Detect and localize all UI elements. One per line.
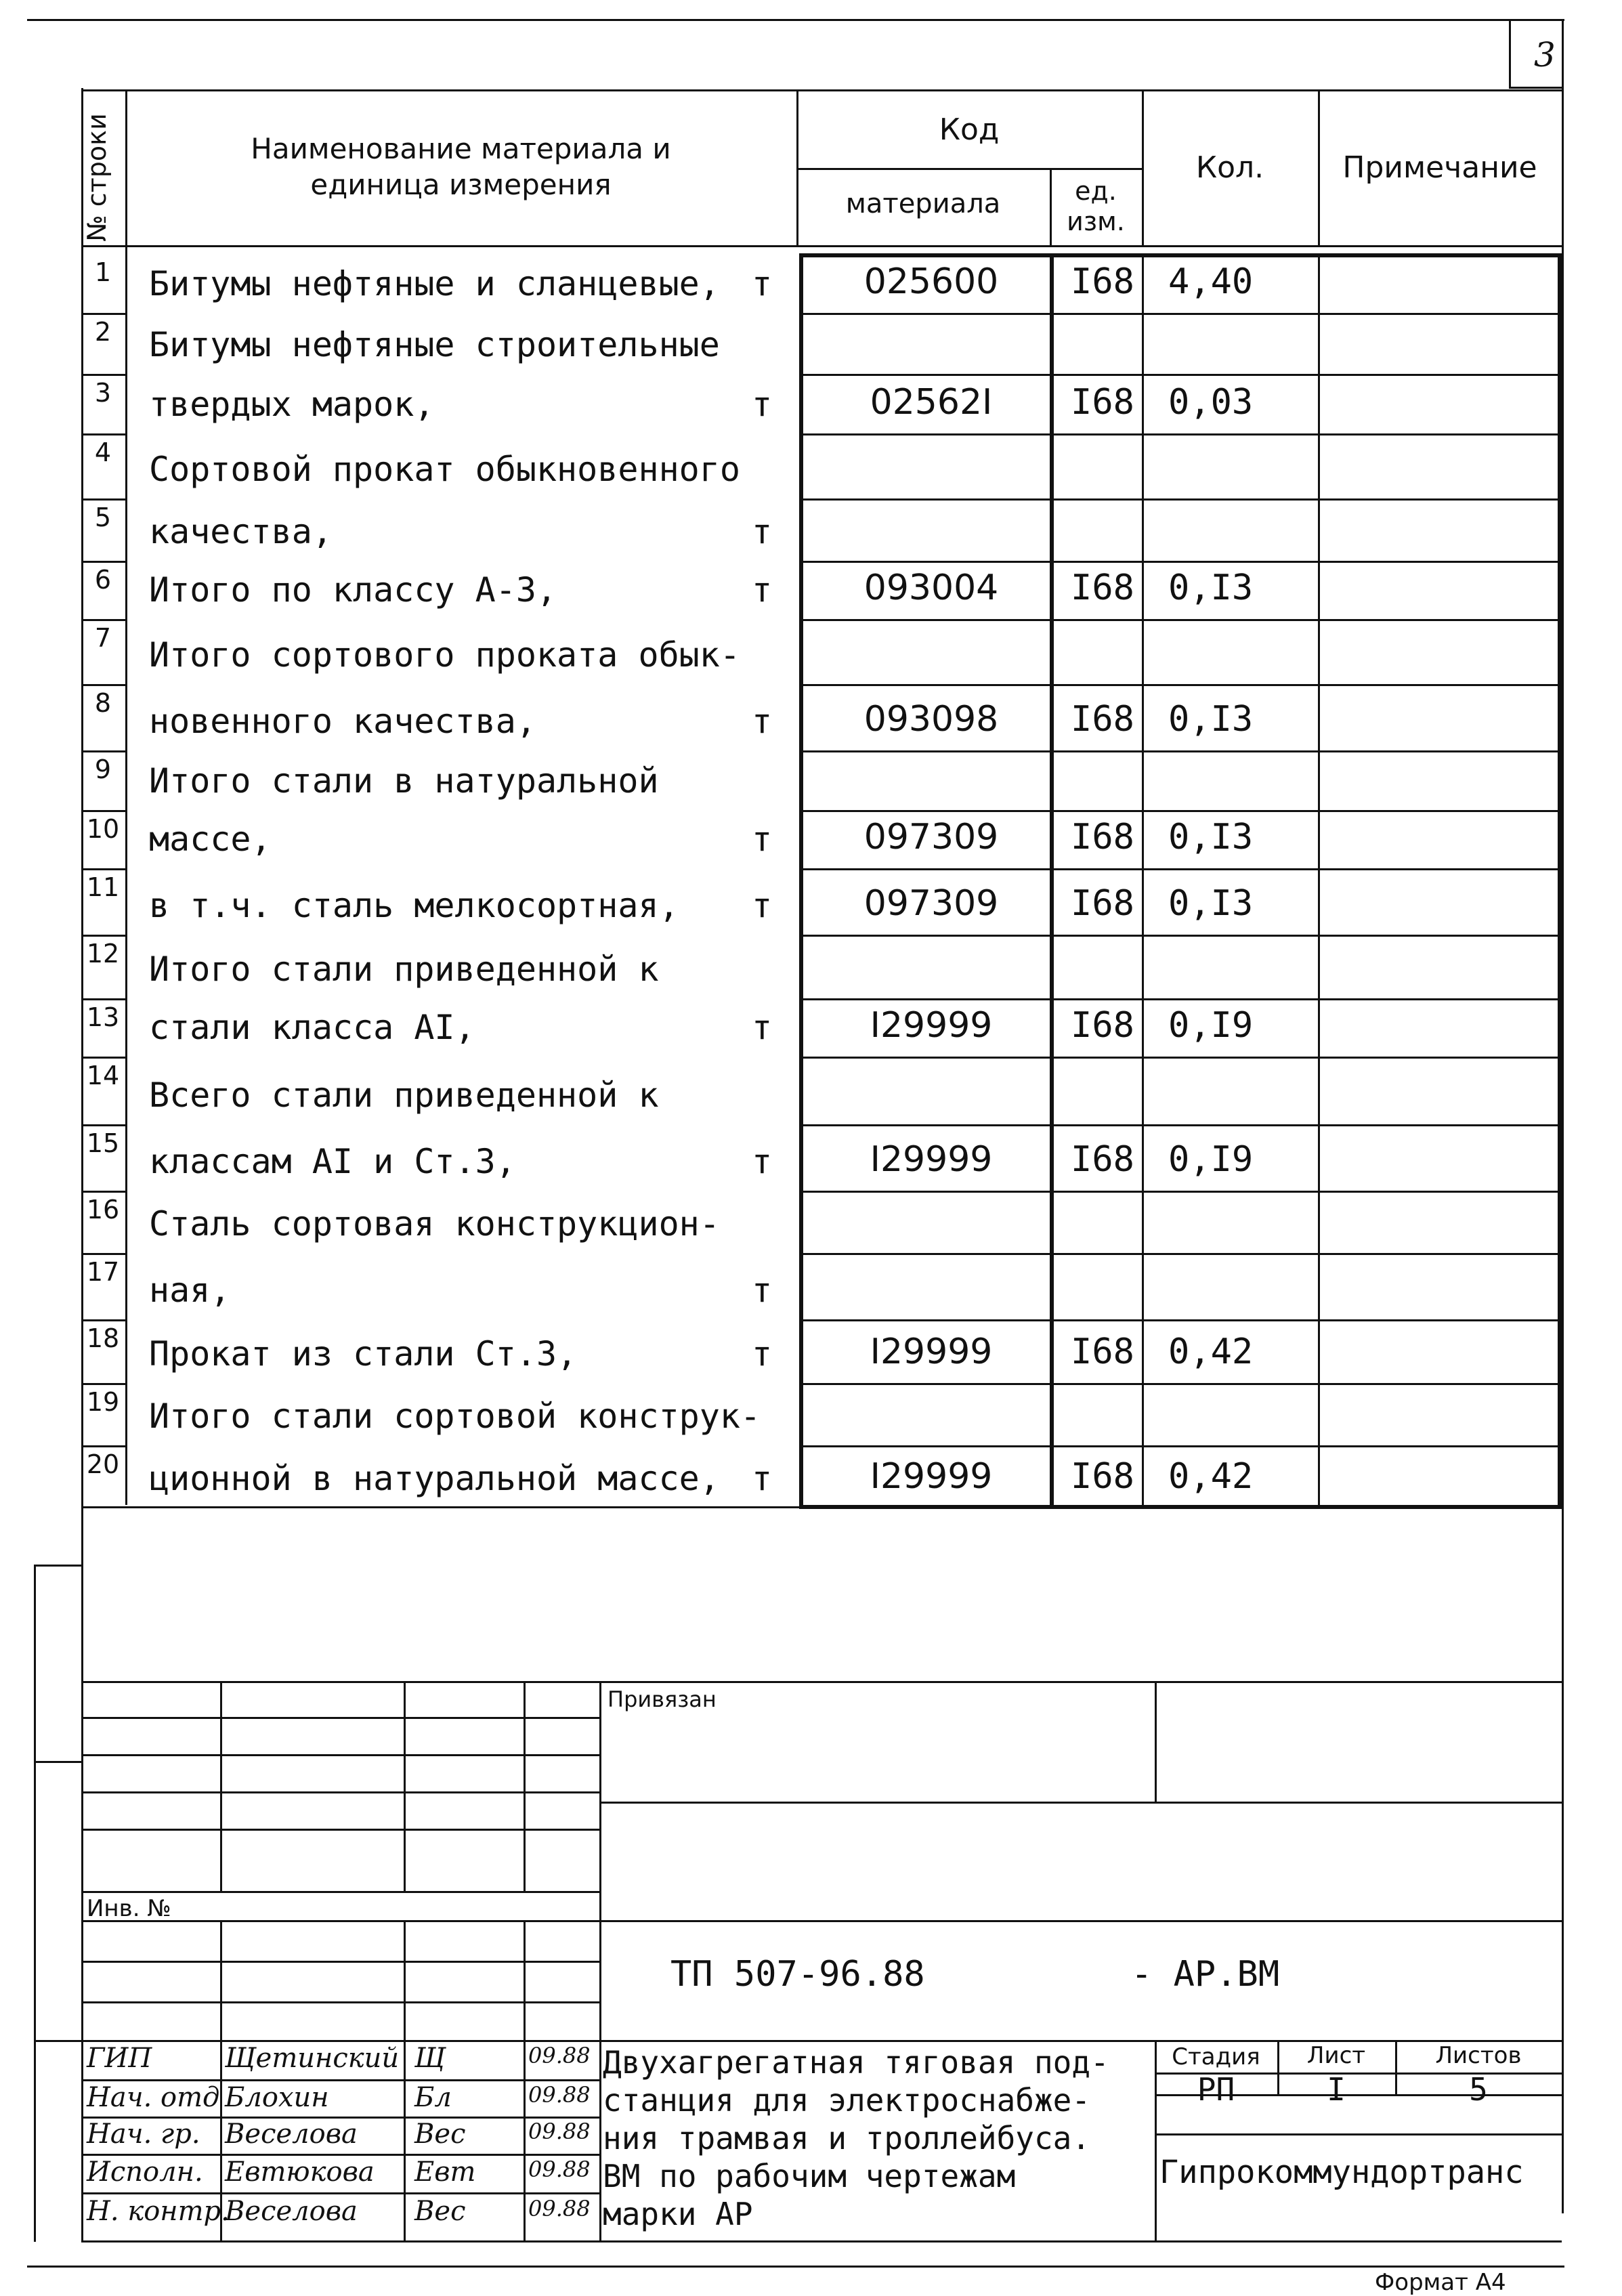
row-number: 7 bbox=[94, 623, 112, 653]
signer-signature: Вес bbox=[414, 2119, 466, 2150]
unit-code: I68 bbox=[1071, 817, 1134, 857]
signer-role: Нач. отд bbox=[87, 2082, 220, 2113]
material-name: массе, bbox=[149, 820, 272, 859]
row-number: 3 bbox=[94, 378, 112, 408]
material-name: Итого по классу А-3, bbox=[149, 570, 557, 610]
material-code: 02562I bbox=[870, 382, 993, 423]
row-number: 20 bbox=[86, 1449, 120, 1479]
material-name: Сталь сортовая конструкцион- bbox=[149, 1204, 720, 1243]
material-code: 097309 bbox=[863, 817, 999, 857]
stamp-title-line: ния трамвая и троллейбуса. bbox=[603, 2120, 1091, 2156]
material-name: качества, bbox=[149, 512, 333, 551]
privyazan-label: Привязан bbox=[607, 1686, 717, 1712]
row-number: 13 bbox=[86, 1002, 120, 1032]
signer-signature: Вес bbox=[414, 2196, 466, 2227]
material-unit: т bbox=[751, 385, 773, 424]
quantity: 0,I3 bbox=[1168, 568, 1254, 608]
material-name: Итого стали в натуральной bbox=[149, 761, 659, 801]
material-name: стали класса АI, bbox=[149, 1008, 475, 1047]
material-name: Итого сортового проката обык- bbox=[149, 635, 740, 675]
signer-role: Н. контр. bbox=[87, 2196, 230, 2227]
row-number: 15 bbox=[86, 1128, 120, 1158]
row-number: 2 bbox=[94, 317, 112, 347]
header-name-line1: Наименование материала и bbox=[251, 132, 671, 165]
signer-signature: Бл bbox=[414, 2082, 452, 2113]
unit-code: I68 bbox=[1071, 568, 1134, 608]
signer-name: Блохин bbox=[225, 2082, 329, 2113]
signer-name: Щетинский bbox=[225, 2043, 400, 2074]
material-name: твердых марок, bbox=[149, 385, 435, 424]
stamp-title-line: станция для электроснабже- bbox=[603, 2082, 1091, 2119]
unit-code: I68 bbox=[1071, 1005, 1134, 1046]
material-unit: т bbox=[751, 512, 773, 551]
sheets-value: 5 bbox=[1469, 2071, 1488, 2108]
material-unit: т bbox=[751, 1008, 773, 1047]
signer-name: Евтюкова bbox=[225, 2156, 375, 2188]
quantity: 0,42 bbox=[1168, 1332, 1254, 1372]
quantity: 0,I3 bbox=[1168, 699, 1254, 740]
quantity: 0,42 bbox=[1168, 1456, 1254, 1497]
header-qty: Кол. bbox=[1195, 150, 1264, 185]
signer-date: 09.88 bbox=[528, 2196, 591, 2221]
material-unit: т bbox=[751, 1271, 773, 1310]
material-code: I29999 bbox=[870, 1005, 993, 1046]
material-code: 097309 bbox=[863, 883, 999, 924]
quantity: 4,40 bbox=[1168, 261, 1254, 302]
row-number: 4 bbox=[94, 438, 112, 467]
unit-code: I68 bbox=[1071, 699, 1134, 740]
unit-code: I68 bbox=[1071, 1139, 1134, 1180]
header-code-unit-1: ед. bbox=[1075, 176, 1117, 206]
sheets-label: Листов bbox=[1435, 2042, 1522, 2069]
material-unit: т bbox=[751, 1459, 773, 1498]
material-code: 025600 bbox=[863, 261, 999, 302]
stamp-title-line: марки АР bbox=[603, 2196, 753, 2232]
quantity: 0,03 bbox=[1168, 382, 1254, 423]
material-unit: т bbox=[751, 702, 773, 741]
material-code: 093098 bbox=[863, 699, 999, 740]
row-number: 1 bbox=[94, 257, 112, 287]
row-number: 14 bbox=[86, 1061, 120, 1090]
stamp-title-line: Двухагрегатная тяговая под- bbox=[603, 2044, 1109, 2081]
material-name: классам АI и Ст.3, bbox=[149, 1142, 516, 1181]
organization: Гипрокоммундортранс bbox=[1159, 2154, 1524, 2191]
material-name: ционной в натуральной массе, bbox=[149, 1459, 720, 1498]
unit-code: I68 bbox=[1071, 1456, 1134, 1497]
header-code: Код bbox=[939, 112, 1000, 147]
material-name: Битумы нефтяные и сланцевые, bbox=[149, 264, 720, 303]
row-number: 18 bbox=[86, 1323, 120, 1353]
row-number: 6 bbox=[94, 565, 112, 595]
signer-signature: Евт bbox=[414, 2156, 476, 2188]
signer-role: ГИП bbox=[87, 2043, 152, 2074]
material-unit: т bbox=[751, 264, 773, 303]
stamp-title-line: ВМ по рабочим чертежам bbox=[603, 2158, 1016, 2194]
sheet-label: Лист bbox=[1306, 2042, 1366, 2069]
material-name: Итого стали приведенной к bbox=[149, 950, 659, 989]
material-code: I29999 bbox=[870, 1332, 993, 1372]
sheet-value: I bbox=[1327, 2071, 1346, 2108]
material-name: новенного качества, bbox=[149, 702, 536, 741]
row-number: 11 bbox=[86, 872, 120, 902]
material-unit: т bbox=[751, 820, 773, 859]
material-name: Сортовой прокат обыкновенного bbox=[149, 450, 740, 489]
stage-label: Стадия bbox=[1172, 2043, 1260, 2070]
quantity: 0,I9 bbox=[1168, 1139, 1254, 1180]
unit-code: I68 bbox=[1071, 261, 1134, 302]
material-code: I29999 bbox=[870, 1456, 993, 1497]
material-unit: т bbox=[751, 886, 773, 925]
material-code: I29999 bbox=[870, 1139, 993, 1180]
header-code-unit-2: изм. bbox=[1067, 207, 1125, 236]
header-row-no-label: № строки bbox=[82, 113, 112, 242]
signer-name: Веселова bbox=[225, 2119, 358, 2150]
stage-value: РП bbox=[1197, 2071, 1235, 2108]
doc-code: ТП 507-96.88 bbox=[670, 1954, 925, 1995]
signer-role: Нач. гр. bbox=[87, 2119, 200, 2150]
unit-code: I68 bbox=[1071, 1332, 1134, 1372]
format-label: Формат А4 bbox=[1375, 2269, 1506, 2296]
signer-signature: Щ bbox=[414, 2043, 446, 2074]
signer-date: 09.88 bbox=[528, 2156, 591, 2182]
row-number: 12 bbox=[86, 939, 120, 969]
material-unit: т bbox=[751, 570, 773, 610]
row-number: 8 bbox=[94, 688, 112, 718]
material-name: Всего стали приведенной к bbox=[149, 1076, 659, 1115]
quantity: 0,I3 bbox=[1168, 817, 1254, 857]
inv-no-label: Инв. № bbox=[87, 1895, 171, 1922]
signer-role: Исполн. bbox=[87, 2156, 203, 2188]
material-unit: т bbox=[751, 1142, 773, 1181]
material-name: Битумы нефтяные строительные bbox=[149, 325, 720, 364]
material-code: 093004 bbox=[863, 568, 999, 608]
header-name-line2: единица измерения bbox=[310, 168, 612, 201]
material-name: ная, bbox=[149, 1271, 231, 1310]
header-note: Примечание bbox=[1342, 150, 1537, 185]
material-unit: т bbox=[751, 1334, 773, 1374]
quantity: 0,I9 bbox=[1168, 1005, 1254, 1046]
unit-code: I68 bbox=[1071, 883, 1134, 924]
page-number: 3 bbox=[1534, 35, 1556, 75]
row-number: 16 bbox=[86, 1195, 120, 1225]
unit-code: I68 bbox=[1071, 382, 1134, 423]
row-number: 10 bbox=[86, 814, 120, 844]
header-code-material: материала bbox=[845, 188, 1001, 219]
signer-date: 09.88 bbox=[528, 2043, 591, 2068]
signer-name: Веселова bbox=[225, 2196, 358, 2227]
row-number: 19 bbox=[86, 1387, 120, 1417]
quantity: 0,I3 bbox=[1168, 883, 1254, 924]
material-name: в т.ч. сталь мелкосортная, bbox=[149, 886, 679, 925]
material-name: Итого стали сортовой конструк- bbox=[149, 1397, 761, 1436]
signer-date: 09.88 bbox=[528, 2119, 591, 2144]
row-number: 9 bbox=[94, 754, 112, 784]
signer-date: 09.88 bbox=[528, 2082, 591, 2108]
row-number: 5 bbox=[94, 503, 112, 532]
doc-suffix: - АР.ВМ bbox=[1131, 1954, 1280, 1995]
material-name: Прокат из стали Ст.3, bbox=[149, 1334, 578, 1374]
row-number: 17 bbox=[86, 1257, 120, 1287]
